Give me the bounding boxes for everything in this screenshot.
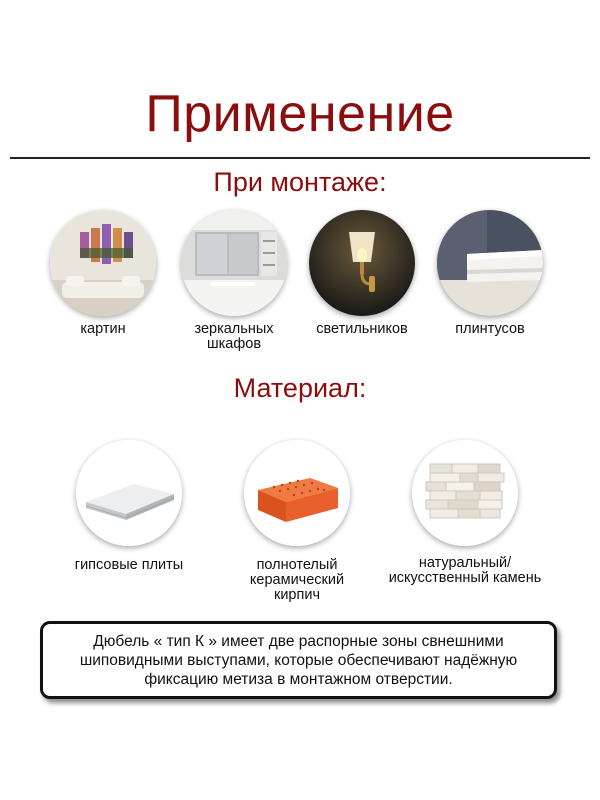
divider	[10, 157, 590, 159]
mirror-cabinet-image	[181, 210, 287, 316]
ceramic-brick-image	[244, 440, 350, 546]
description-text: Дюбель « тип К » имеет две распорные зоны свнешними шиповидными выступами, которые обеспечивают надёжную фиксацию метиза в монтажном отверстии.	[79, 632, 518, 688]
caption-lamps: светильников	[316, 321, 408, 337]
caption-brick: полнотелый керамический кирпич	[249, 557, 345, 603]
gypsum-board-image	[76, 440, 182, 546]
section-title-mounting: При монтаже:	[213, 167, 387, 197]
caption-baseboards: плинтусов	[455, 321, 525, 337]
description-box	[40, 621, 557, 699]
caption-stone: натуральный/ искусственный камень	[388, 555, 542, 586]
caption-paintings: картин	[80, 321, 126, 337]
wall-lamp-image	[309, 210, 415, 316]
section-title-material: Материал:	[233, 373, 367, 403]
stone-panel-image	[412, 440, 518, 546]
baseboard-image	[437, 210, 543, 316]
caption-gypsum: гипсовые плиты	[74, 557, 184, 573]
wall-paintings-image	[50, 210, 156, 316]
caption-mirror-cabinets: зеркальных шкафов	[194, 321, 274, 352]
page-title: Применение	[145, 85, 455, 143]
